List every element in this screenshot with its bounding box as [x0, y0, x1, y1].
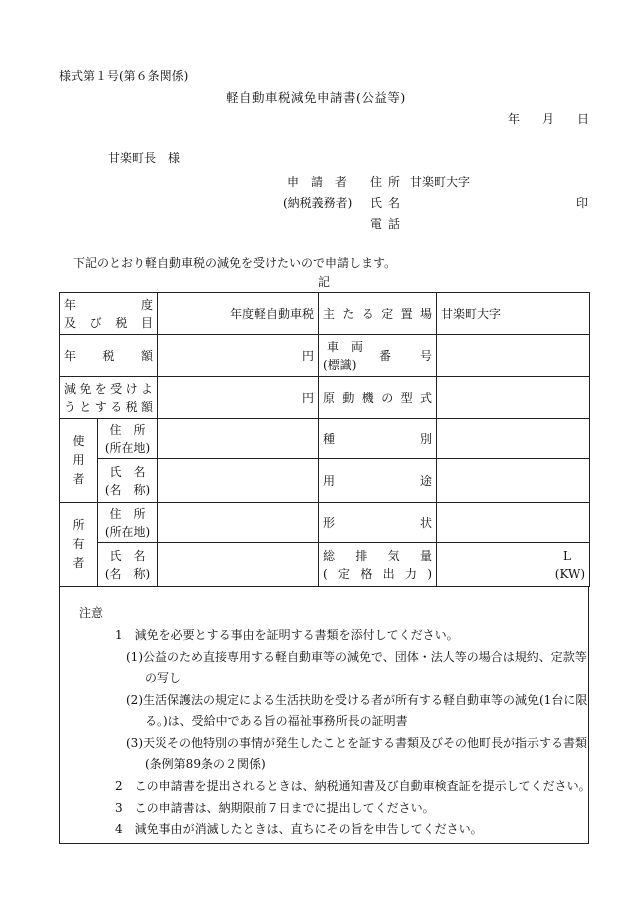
shape-value: [437, 503, 590, 543]
year-tax-value: 年度軽自動車税: [158, 293, 319, 335]
kind-label: 種別: [319, 419, 437, 459]
page-title: 軽自動車税減免申請書(公益等): [226, 90, 406, 105]
note-1-3a: (3)天災その他特別の事情が発生したことを証する書類及びその他町長が指示する書類: [126, 736, 588, 750]
use-label: 用途: [319, 459, 437, 503]
table-row: [60, 459, 590, 503]
intro-text: 下記のとおり軽自動車税の減免を受けたいので申請します。: [73, 256, 397, 270]
table-row: [60, 293, 590, 335]
table-row: [60, 503, 590, 543]
note-2: 2 この申請書を提出されるときは、納税通知書及び自動車検査証を提示してください。: [115, 779, 591, 793]
name-label: 氏名: [370, 196, 407, 210]
note-3: 3 この申請書は、納期限前７日までに提出してください。: [115, 801, 435, 815]
displacement-value: L (KW): [437, 543, 590, 587]
table-row: [60, 543, 590, 587]
use-value: [437, 459, 590, 503]
location-value: 甘楽町大字: [437, 293, 590, 335]
reduction-amount-label: 減免を受けよ うとする税額: [60, 377, 158, 419]
user-name-label: 氏 名 (名 称): [98, 459, 158, 503]
vehicle-number-label: 車 両 (標識) 番 号: [319, 335, 437, 377]
notes-section: [59, 586, 589, 844]
year-tax-label: 年 度 及び税目: [60, 293, 158, 335]
tax-amount-label: 年税額: [60, 335, 158, 377]
taxpayer-label: (納税義務者): [283, 196, 353, 210]
seal-mark: 印: [576, 196, 589, 210]
date-year: 年: [508, 112, 521, 126]
owner-name-value: [158, 543, 319, 587]
form-number: 様式第１号(第６条関係): [59, 69, 189, 83]
note-4: 4 減免事由が消滅したときは、直ちにその旨を申告してください。: [115, 822, 483, 836]
address-label: 住所: [370, 175, 407, 189]
phone-label: 電話: [370, 217, 407, 231]
table-row: [60, 419, 590, 459]
notes-heading: 注意: [79, 606, 104, 620]
note-1: 1 減免を必要とする事由を証明する書類を添付してください。: [115, 628, 459, 642]
owner-name-label: 氏 名 (名 称): [98, 543, 158, 587]
shape-label: 形状: [319, 503, 437, 543]
addressee: 甘楽町長 様: [108, 151, 181, 165]
note-1-1b: の写し: [145, 671, 182, 685]
owner-address-label: 住 所 (所在地): [98, 503, 158, 543]
location-label: 主たる定置場: [319, 293, 437, 335]
vehicle-number-value: [437, 335, 590, 377]
applicant-label: 申 請 者: [287, 175, 348, 189]
engine-model-value: [437, 377, 590, 419]
ki-marker: 記: [318, 275, 331, 289]
owner-label: 所有者: [60, 503, 98, 587]
note-1-2b: る。)は、受給中である旨の福祉事務所長の証明書: [145, 714, 408, 728]
vehicle-form-table: [59, 292, 590, 587]
user-address-value: [158, 419, 319, 459]
kind-value: [437, 419, 590, 459]
table-row: [60, 335, 590, 377]
engine-model-label: 原動機の型式: [319, 377, 437, 419]
user-name-value: [158, 459, 319, 503]
address-value: 甘楽町大字: [410, 175, 471, 189]
displacement-label: 総排気量 (定格出力): [319, 543, 437, 587]
owner-address-value: [158, 503, 319, 543]
reduction-amount-yen: 円: [158, 377, 319, 419]
note-1-3b: (条例第89条の２関係): [145, 757, 266, 771]
user-address-label: 住 所 (所在地): [98, 419, 158, 459]
note-1-1a: (1)公益のため直接専用する軽自動車等の減免で、団体・法人等の場合は規約、定款等: [126, 650, 587, 664]
note-1-2a: (2)生活保護法の規定による生活扶助を受ける者が所有する軽自動車等の減免(1台に限: [126, 693, 588, 707]
date-month: 月: [542, 112, 555, 126]
user-label: 使用者: [60, 419, 98, 503]
date-day: 日: [577, 112, 590, 126]
tax-amount-yen: 円: [158, 335, 319, 377]
table-row: [60, 377, 590, 419]
